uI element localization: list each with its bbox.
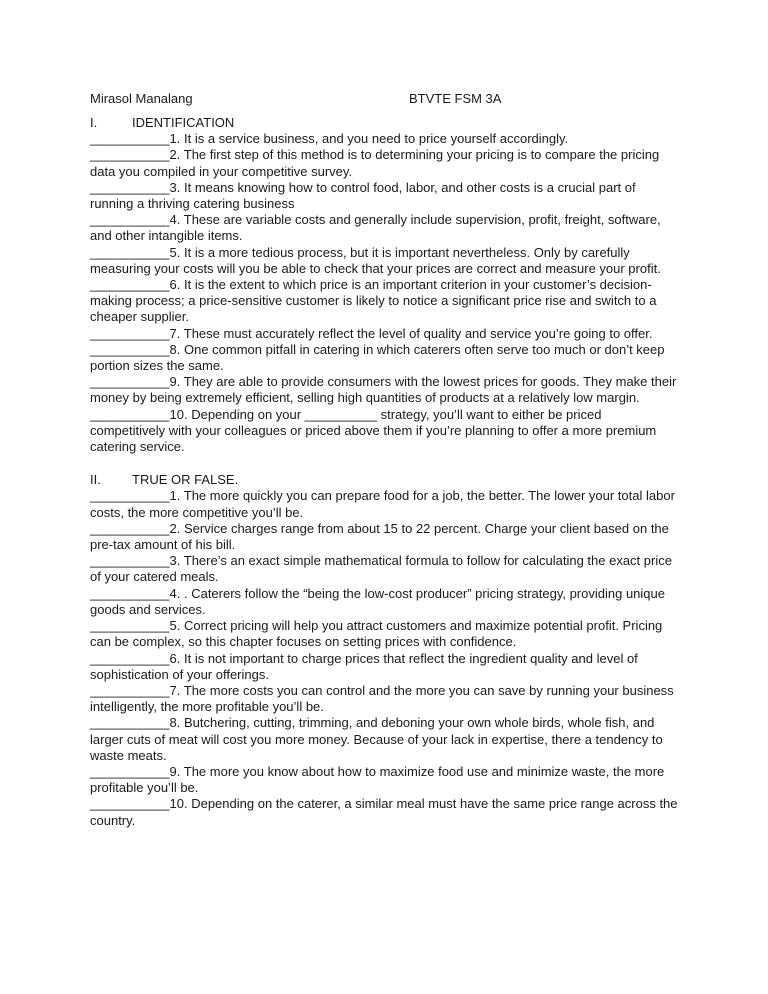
identification-list	[90, 131, 678, 455]
question-item: ___________4. . Caterers follow the “being the low-cost producer” pricing strategy, providing unique goods and services.	[90, 585, 665, 617]
section-number: II.	[90, 472, 101, 488]
question-item: ___________3. There’s an exact simple mathematical formula to follow for calculating the exact price of your catered meals.	[90, 553, 672, 585]
question-item: ___________2. Service charges range from about 15 to 22 percent. Charge your client based on the pre-tax amount of his bill.	[90, 520, 669, 553]
question-item: ___________8. One common pitfall in catering in which caterers often serve too much or don’t keep portion sizes the same.	[90, 341, 665, 374]
question-item: ___________8. Butchering, cutting, trimming, and deboning your own whole birds, whole fish, and larger cuts of meat will cost you more money. Because of your lack in expertise, there a tendency to waste meats.	[90, 715, 663, 763]
question-item: ___________2. The first step of this method is to determining your pricing is to compare the pricing data you compiled in your competitive survey.	[90, 147, 660, 179]
true-false-list	[90, 488, 678, 828]
question-item: ___________10. Depending on the caterer, a similar meal must have the same price range across the country.	[90, 796, 678, 828]
section-heading: IDENTIFICATION	[132, 115, 235, 130]
question-item: ___________7. These must accurately reflect the level of quality and service you’re going to offer.	[90, 325, 653, 341]
question-item: ___________6. It is the extent to which price is an important criterion in your customer’s decision-making process; a price-sensitive customer is likely to notice a significant price rise and switch to a cheaper supplier.	[90, 277, 657, 325]
question-item: ___________7. The more costs you can control and the more you can save by running your business intelligently, the more profitable you’ll be.	[90, 682, 674, 715]
question-item: ___________5. Correct pricing will help you attract customers and maximize potential profit. Pricing can be complex, so this chapter focuses on setting prices with confidence.	[90, 618, 663, 650]
section-title-identification	[90, 115, 678, 131]
question-item: ___________9. They are able to provide consumers with the lowest prices for goods. They make their money by being extremely efficient, selling high quantities of products at a relatively low margin.	[90, 374, 677, 406]
question-item: ___________5. It is a more tedious process, but it is important nevertheless. Only by carefully measuring your costs will you be able to check that your prices are correct and measure your profit.	[90, 244, 661, 276]
question-item: ___________6. It is not important to charge prices that reflect the ingredient quality and level of sophistication of your offerings.	[90, 650, 638, 682]
question-item: ___________4. These are variable costs and generally include supervision, profit, freight, software, and other intangible items.	[90, 212, 661, 244]
question-item: ___________1. It is a service business, and you need to price yourself accordingly.	[90, 131, 569, 147]
document-page	[90, 91, 678, 829]
question-item: ___________1. The more quickly you can prepare food for a job, the better. The lower your total labor costs, the more competitive you’ll be.	[90, 488, 675, 520]
question-item: ___________3. It means knowing how to control food, labor, and other costs is a crucial part of running a thriving catering business	[90, 179, 636, 212]
student-name: Mirasol Manalang	[90, 91, 193, 106]
class-section: BTVTE FSM 3A	[409, 91, 502, 106]
question-item: ___________10. Depending on your __________ strategy, you’ll want to either be priced competitively with your colleagues or priced above them if you’re planning to offer a more premium catering service.	[90, 406, 657, 455]
section-title-true-or-false	[90, 472, 678, 488]
section-heading: TRUE OR FALSE.	[132, 472, 239, 488]
section-number: I.	[90, 115, 98, 130]
question-item: ___________9. The more you know about how to maximize food use and minimize waste, the more profitable you’ll be.	[90, 763, 665, 796]
document-header	[90, 91, 678, 107]
